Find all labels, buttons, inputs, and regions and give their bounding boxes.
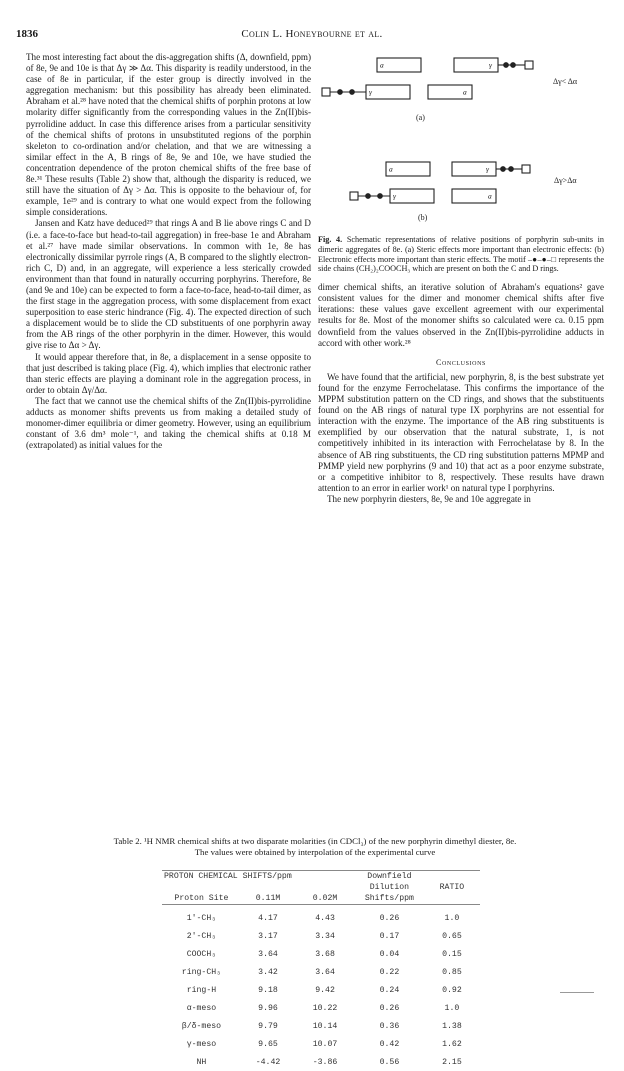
table-cell: 0.65 bbox=[442, 931, 462, 941]
relation-label: Δγ>Δα bbox=[554, 176, 577, 185]
side-chain-bead bbox=[378, 194, 383, 199]
table-body bbox=[162, 909, 480, 1071]
table-cell: -4.42 bbox=[255, 1057, 281, 1067]
porphyrin-subunit-box bbox=[390, 189, 434, 203]
side-chain-ester bbox=[522, 165, 530, 173]
table-header: 0.02M bbox=[312, 894, 338, 903]
paragraph: Jansen and Katz have deduced²⁹ that rings A and B lie above rings C and D (i.e. a face-to-face but head-to-tail aggregation) in free-base 1e and Abraham et al.²⁷ have made similar observations. In common with 1e, 8e has electronically dissimilar pyrrole rings (A, B compared to the slightly electron-rich C, D) and, in an aggregate, will experience a less sterically crowded environment than that found in naturally occurring porphyrins. Therefore, 8e (and 9e and 10e) can be expected to form a face-to-face, head-to-tail dimer, as the first stage in the aggregation process, with some displacement from exact superposition to ease steric hindrance (Fig. 4). The expected direction of such a displacement would be to slide the CD substituents of one porphyrin away from the AB rings of the other porphyrin in the dimer. However, this would give rise to Δα > Δγ. bbox=[26, 218, 311, 351]
table-caption bbox=[80, 836, 550, 858]
table-cell: 0.92 bbox=[442, 985, 462, 995]
table-header: Shifts/ppm bbox=[364, 894, 414, 903]
nmr-table bbox=[162, 870, 480, 1071]
table-cell: 10.22 bbox=[312, 1003, 338, 1013]
table-cell: 9.79 bbox=[258, 1021, 278, 1031]
paragraph: The new porphyrin diesters, 8e, 9e and 10e aggregate in bbox=[327, 493, 531, 504]
page-number: 1836 bbox=[16, 28, 38, 40]
paragraph: It would appear therefore that, in 8e, a displacement in a sense opposite to that just described is taking place (Fig. 4), which implies that electronic rather than steric effects are playing a dominant role in the aggregation process, in order to obtain Δγ/Δα. bbox=[26, 351, 311, 395]
table-cell: 9.18 bbox=[258, 985, 278, 995]
table-cell: 0.85 bbox=[442, 967, 462, 977]
side-chain-bead bbox=[504, 63, 509, 68]
table-cell: 1.0 bbox=[444, 913, 460, 923]
page-header bbox=[16, 28, 608, 42]
ring-label: a bbox=[488, 191, 492, 201]
table-row bbox=[162, 927, 480, 945]
table-cell: 0.17 bbox=[379, 931, 400, 941]
porphyrin-subunit-box bbox=[452, 162, 496, 176]
table-row bbox=[162, 999, 480, 1017]
figure-caption-lead: Fig. 4. bbox=[318, 235, 343, 244]
side-chain-ester bbox=[525, 61, 533, 69]
table-cell: 3.17 bbox=[258, 931, 278, 941]
table-cell: 0.36 bbox=[379, 1021, 400, 1031]
table-row bbox=[162, 1053, 480, 1071]
side-chain-bead bbox=[338, 90, 343, 95]
table-cell: ring-H bbox=[186, 985, 217, 995]
figure-caption-text: Schematic representations of relative positions of porphyrin sub-units in dimeric aggregates of 8e. (a) Steric effects more important than electronic effects: (b) Electronic effects more important than steric effects. The motif –●–●–□ represents the side chains (CH₂)₂COOCH₃ which are present on both the C and D rings. bbox=[318, 235, 605, 274]
table-cell: 9.65 bbox=[258, 1039, 278, 1049]
table-cell: 9.42 bbox=[315, 985, 335, 995]
table-cell: 4.17 bbox=[258, 913, 278, 923]
ring-label: γ bbox=[486, 164, 489, 174]
table-row bbox=[162, 945, 480, 963]
figure-4 bbox=[318, 52, 604, 230]
table-cell: γ-meso bbox=[186, 1039, 217, 1049]
running-head: Colin L. Honeybourne et al. bbox=[241, 28, 383, 40]
side-chain-ester bbox=[350, 192, 358, 200]
table-cell: 3.68 bbox=[315, 949, 335, 959]
table-cell: α-meso bbox=[186, 1003, 217, 1013]
table-header: Dilution bbox=[369, 883, 410, 892]
table-cell: 2'-CH₃ bbox=[186, 931, 217, 941]
table-cell: 0.04 bbox=[379, 949, 400, 959]
table-cell: 0.22 bbox=[379, 967, 400, 977]
porphyrin-subunit-box bbox=[366, 85, 410, 99]
table-row bbox=[162, 1035, 480, 1053]
paragraph: We have found that the artificial, new porphyrin, 8, is the best substrate yet found for the enzyme Ferrochelatase. This confirms the importance of the MPPM substitution pattern on the CD rings, and shows that the substituents found on the AB rings of natural type IX porphyrins are not essential for interaction with the enzyme. The importance of the AB ring substituents is exemplified by our observation that the natural substrate, 1, is not competitively inhibited in its interaction with Ferrochelatase by 8. In the absence of AB ring substituents, the CD ring substitution patterns MPMP and PMMP yield new porphyrins (9 and 10) that act as a poor enzyme substrate, or a competitive inhibitor to 8, respectively. These results have drawn attention to an error in earlier work¹ on natural type I porphyrins. bbox=[318, 371, 604, 493]
figure-caption bbox=[318, 235, 604, 274]
table-header: RATIO bbox=[439, 883, 465, 892]
ring-label: a bbox=[463, 87, 467, 97]
table-caption-line: The values were obtained by interpolation of the experimental curve bbox=[194, 847, 436, 857]
ring-label: a bbox=[389, 164, 393, 174]
table-caption-line: Table 2. ¹H NMR chemical shifts at two disparate molarities (in CDCl₃) of the new porphyrin dimethyl diester, 8e. bbox=[113, 836, 517, 846]
side-chain-ester bbox=[322, 88, 330, 96]
paragraph: The most interesting fact about the dis-aggregation shifts (Δ, downfield, ppm) of 8e, 9e and 10e is that Δγ ≫ Δα. This disparity is readily understood, in the case of 8e in particular, if the ester group is directly involved in the aggregation mechanism: but this possibility has already been eliminated. Abraham et al.²⁸ have noted that the chemical shifts of porphin protons at low molarity differ significantly from the corresponding values in the Zn(II)bis-pyrrolidine adduct. In case this difference arises from a particular sensitivity of the chemical shifts of protons in unsubstituted regions of the porphin skeleton to co-ordination and/or chelation, and that we are witnessing a similar effect in the A, B rings of 8e, 9e and 10e, we have studied the concentration dependence of the proton chemical shifts of the free base of 8e.³¹ These results (Table 2) show that, although the disparity is reduced, we still have the situation of Δγ > Δα. This is opposite to the behaviour of, for example, 1e²⁹ and is contrary to what one would expect from the following simple considerations. bbox=[26, 52, 311, 218]
table-cell: 0.26 bbox=[379, 913, 400, 923]
paragraph: The fact that we cannot use the chemical shifts of the Zn(II)bis-pyrrolidine adducts as monomer shifts prevents us from making a detailed study of monomer-dimer equilibria or dimer geometry. However, using an equilibrium constant of 3.6 dm³ mole⁻¹, and taking the chemical shifts at 0.18 M (extrapolated) as initial values for the bbox=[26, 395, 311, 451]
table-row bbox=[162, 981, 480, 999]
table-cell: 4.43 bbox=[315, 913, 335, 923]
table-cell: 10.14 bbox=[312, 1021, 338, 1031]
table-cell: 1'-CH₃ bbox=[186, 913, 217, 923]
paragraph: dimer chemical shifts, an iterative solution of Abraham's equations² gave consistent values for the dimer and monomer chemical shifts after five iterations: these values gave excellent agreement with our experimental results for 8e. Most of the monomer shifts so calculated were ca. 0.15 ppm downfield from the values observed in the Zn(II)bis-pyrrolidine adducts in accord with other work.²⁸ bbox=[318, 282, 604, 348]
table-cell: 1.62 bbox=[442, 1039, 462, 1049]
table-row bbox=[162, 1017, 480, 1035]
table-cell: 0.24 bbox=[379, 985, 400, 995]
table-cell: 9.96 bbox=[258, 1003, 278, 1013]
ring-label: γ bbox=[393, 191, 396, 201]
panel-label: (a) bbox=[416, 113, 425, 122]
table-cell: 0.15 bbox=[442, 949, 462, 959]
table-cell: 0.56 bbox=[379, 1057, 400, 1067]
ring-label: a bbox=[380, 60, 384, 70]
table-header: Proton Site bbox=[174, 894, 229, 903]
table-cell: NH bbox=[196, 1057, 207, 1067]
table-cell: 3.34 bbox=[315, 931, 335, 941]
footer-rule bbox=[560, 992, 594, 993]
relation-label: Δγ< Δα bbox=[553, 77, 578, 86]
right-column-body bbox=[318, 282, 604, 505]
side-chain-bead bbox=[501, 167, 506, 172]
table-header: Downfield bbox=[367, 872, 412, 881]
right-column bbox=[318, 52, 604, 505]
table-row bbox=[162, 963, 480, 981]
side-chain-bead bbox=[350, 90, 355, 95]
table-cell: 0.26 bbox=[379, 1003, 400, 1013]
table-cell: COOCH₃ bbox=[186, 949, 217, 959]
table-cell: β/δ-meso bbox=[181, 1021, 222, 1031]
table-header: PROTON CHEMICAL SHIFTS/ppm bbox=[164, 872, 292, 881]
table-header: 0.11M bbox=[255, 894, 281, 903]
table-cell: 0.42 bbox=[379, 1039, 400, 1049]
table-cell: 1.38 bbox=[442, 1021, 462, 1031]
table-cell: 3.64 bbox=[315, 967, 335, 977]
section-heading: Conclusions bbox=[436, 357, 486, 367]
ring-label: γ bbox=[369, 87, 372, 97]
table-cell: 1.0 bbox=[444, 1003, 460, 1013]
left-column bbox=[26, 52, 311, 451]
table-row bbox=[162, 909, 480, 927]
table-cell: 3.42 bbox=[258, 967, 278, 977]
panel-label: (b) bbox=[418, 213, 428, 222]
side-chain-bead bbox=[366, 194, 371, 199]
table-cell: ring-CH₃ bbox=[181, 967, 222, 977]
ring-label: γ bbox=[489, 60, 492, 70]
figure-4-diagram bbox=[318, 52, 604, 230]
table-cell: 3.64 bbox=[258, 949, 278, 959]
table-cell: 2.15 bbox=[442, 1057, 462, 1067]
table-cell: 10.07 bbox=[312, 1039, 338, 1049]
table-cell: -3.86 bbox=[312, 1057, 338, 1067]
